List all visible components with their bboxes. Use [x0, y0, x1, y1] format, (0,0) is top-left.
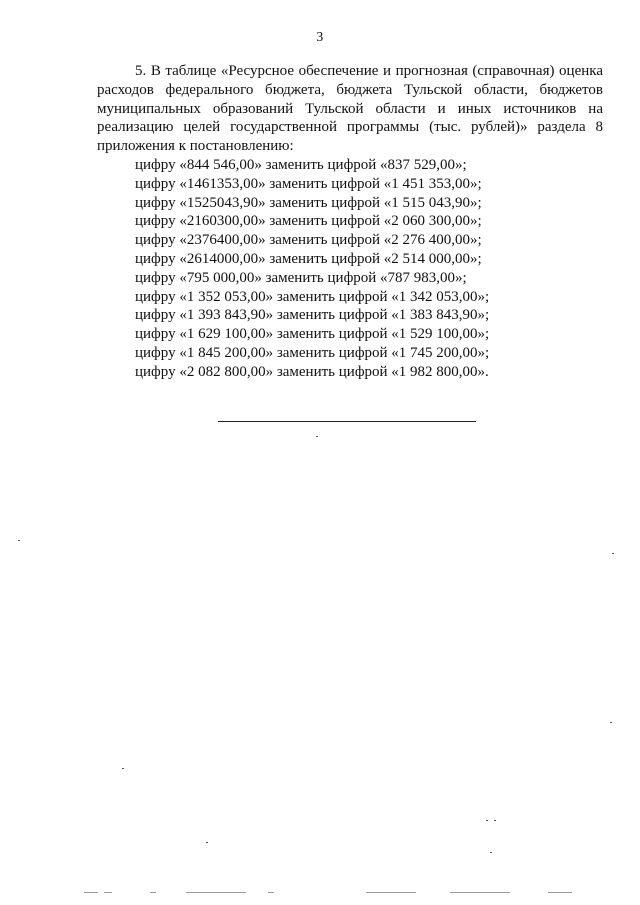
page-number: 3	[316, 30, 324, 45]
scan-edge-marks	[0, 892, 640, 894]
replacement-item: цифру «1 393 843,90» заменить цифрой «1 383 843,90»;	[135, 307, 490, 324]
replacement-item: цифру «1 629 100,00» заменить цифрой «1 529 100,00»;	[135, 326, 490, 343]
replacement-item: цифру «2614000,00» заменить цифрой «2 514 000,00»;	[135, 250, 482, 267]
scan-speck	[612, 553, 614, 554]
scan-speck	[122, 768, 124, 769]
replacement-item: цифру «1461353,00» заменить цифрой «1 451 353,00»;	[135, 175, 482, 192]
scan-speck	[486, 820, 488, 821]
replacement-item: цифру «795 000,00» заменить цифрой «787 983,00»;	[135, 269, 467, 286]
replacement-item: цифру «2 082 800,00» заменить цифрой «1 982 800,00».	[135, 363, 489, 380]
scan-speck	[610, 722, 612, 723]
scan-speck	[206, 842, 208, 843]
scan-speck	[490, 852, 492, 853]
amendment-paragraph: 5. В таблице «Ресурсное обеспечение и прогнозная (справочная) оценка расходов федерального бюджета, бюджета Тульской области, бюджетов муниципальных образований Тульской области и иных источников на реализацию целей государственной программы (тыс. рублей)» раздела 8 приложения к постановлению:	[97, 63, 603, 155]
replacement-item: цифру «1 845 200,00» заменить цифрой «1 745 200,00»;	[135, 344, 490, 361]
replacement-item: цифру «2376400,00» заменить цифрой «2 276 400,00»;	[135, 232, 482, 249]
replacement-item: цифру «1 352 053,00» заменить цифрой «1 342 053,00»;	[135, 288, 490, 305]
scan-speck	[18, 540, 20, 541]
replacement-list	[135, 156, 555, 382]
end-separator-line	[218, 421, 476, 422]
scan-speck	[316, 436, 318, 437]
replacement-item: цифру «1525043,90» заменить цифрой «1 515 043,90»;	[135, 194, 482, 211]
replacement-item: цифру «2160300,00» заменить цифрой «2 060 300,00»;	[135, 213, 482, 230]
scan-speck	[494, 820, 496, 821]
replacement-item: цифру «844 546,00» заменить цифрой «837 529,00»;	[135, 157, 467, 173]
